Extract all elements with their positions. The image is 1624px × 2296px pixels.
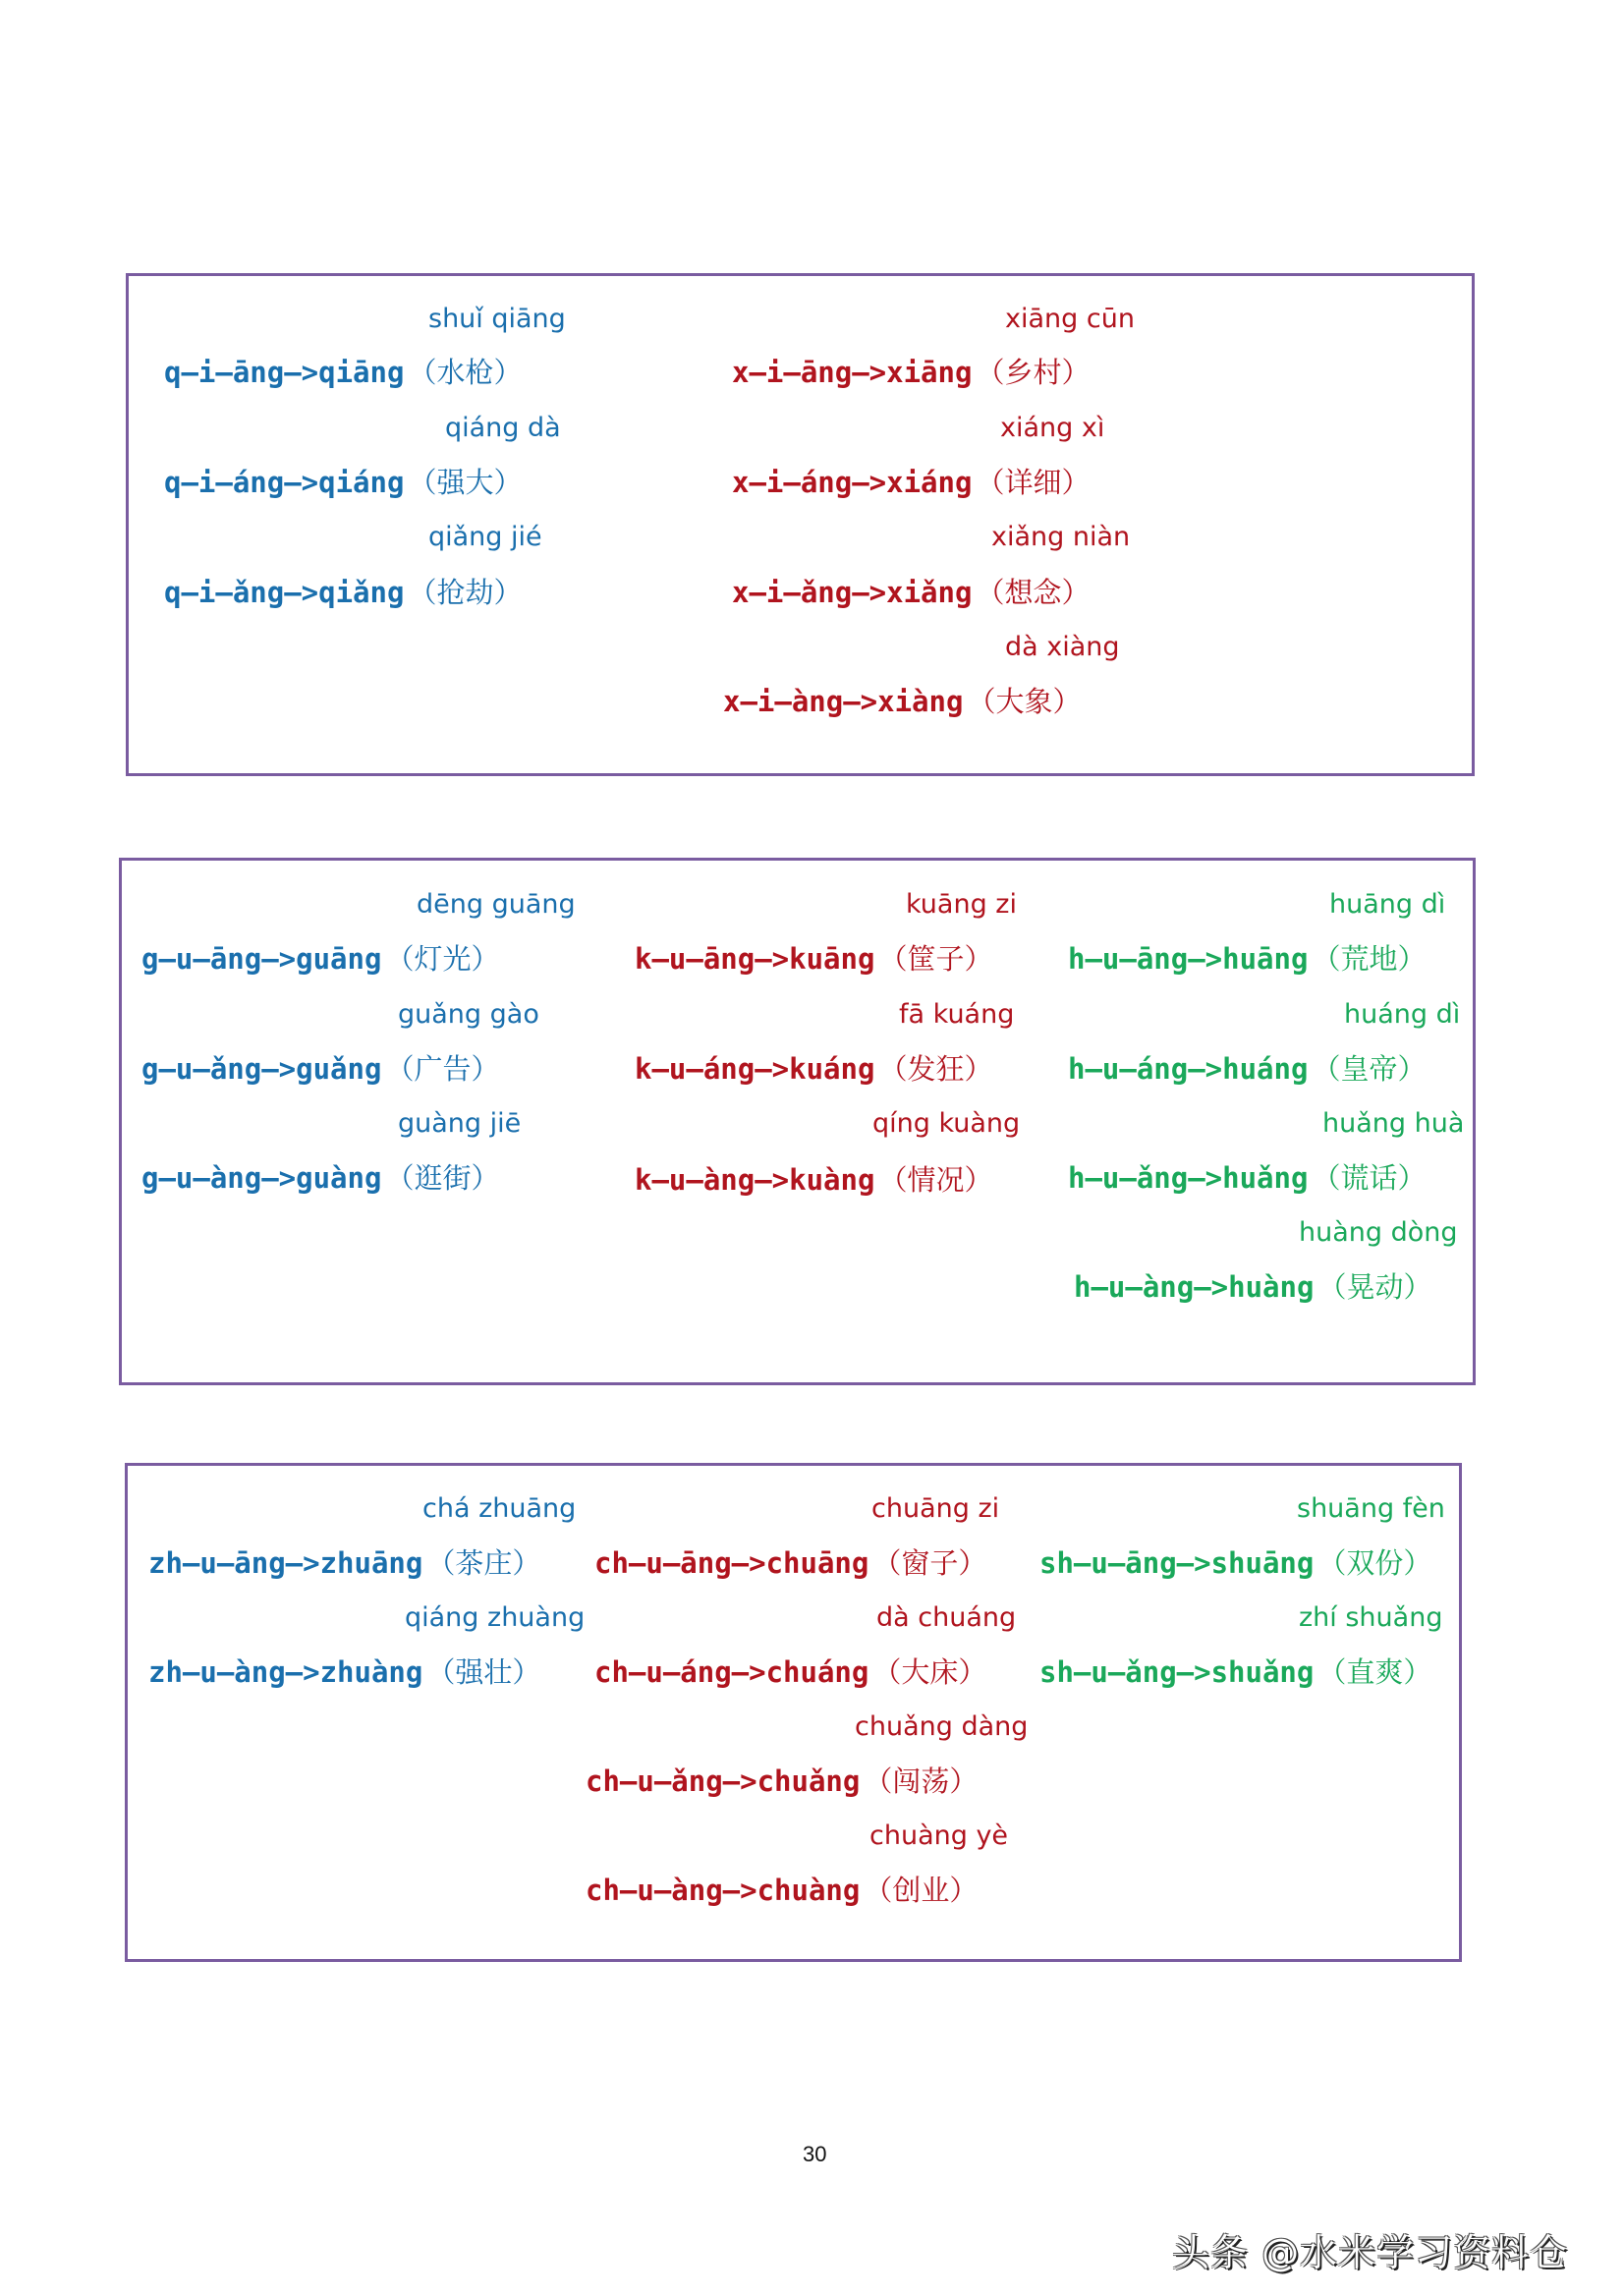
word-text: （茶庄） (426, 1546, 541, 1580)
spelling-text: h—u—āng—>huāng (1068, 942, 1309, 976)
word-text: （想念） (976, 576, 1091, 609)
word-text: （大床） (872, 1655, 987, 1689)
spelling-row (732, 356, 1091, 389)
pinyin-label: huàng dòng (1299, 1217, 1458, 1248)
spelling-row (148, 1546, 541, 1580)
pinyin-label: chuāng zi (871, 1493, 1000, 1524)
spelling-row (586, 1876, 978, 1905)
pinyin-label: huǎng huà (1322, 1108, 1465, 1139)
spelling-row (1074, 1270, 1432, 1304)
pinyin-label: xiǎng niàn (991, 522, 1131, 552)
pinyin-label: guǎng gào (398, 999, 539, 1030)
spelling-row (141, 1052, 500, 1086)
pinyin-label: chuǎng dàng (855, 1711, 1029, 1742)
spelling-text: g—u—ǎng—>guǎng (141, 1052, 382, 1086)
pinyin-label: fā kuáng (899, 999, 1015, 1030)
spelling-text: q—i—áng—>qiáng (164, 466, 405, 499)
spelling-text: q—i—ǎng—>qiǎng (164, 576, 405, 609)
word-text: （大象） (967, 685, 1082, 718)
spelling-row (1039, 1655, 1432, 1689)
pinyin-label: chuàng yè (869, 1820, 1009, 1851)
word-text: （晃动） (1317, 1270, 1432, 1304)
spelling-row (1068, 1052, 1427, 1086)
spelling-text: zh—u—āng—>zhuāng (148, 1546, 423, 1580)
pinyin-label: huáng dì (1344, 999, 1461, 1030)
spelling-text: x—i—àng—>xiàng (723, 685, 964, 718)
spelling-text: ch—u—ǎng—>chuǎng (586, 1764, 861, 1798)
word-text: （直爽） (1317, 1655, 1432, 1689)
spelling-text: g—u—āng—>guāng (141, 942, 382, 976)
pinyin-label: dà xiàng (1005, 632, 1120, 662)
spelling-row (594, 1546, 987, 1580)
spelling-text: q—i—āng—>qiāng (164, 356, 405, 389)
spelling-row (586, 1764, 979, 1798)
word-text: （闯荡） (864, 1764, 979, 1798)
pinyin-label: qiáng zhuàng (405, 1602, 586, 1633)
word-text: （逛街） (385, 1161, 500, 1195)
spelling-row (594, 1655, 987, 1689)
spelling-row (635, 1052, 993, 1086)
spelling-text: g—u—àng—>guàng (141, 1161, 382, 1195)
spelling-text: h—u—áng—>huáng (1068, 1052, 1309, 1086)
pinyin-label: qíng kuàng (872, 1108, 1021, 1139)
spelling-row (1039, 1546, 1432, 1580)
pinyin-label: kuāng zi (906, 889, 1017, 920)
spelling-row (1068, 942, 1427, 976)
pinyin-label: qiáng dà (445, 413, 561, 443)
spelling-row (141, 942, 500, 976)
word-text: （广告） (385, 1052, 500, 1086)
spelling-text: ch—u—āng—>chuāng (594, 1546, 869, 1580)
pinyin-label: huāng dì (1329, 889, 1446, 920)
spelling-row (164, 576, 523, 609)
pinyin-label: shuǐ qiāng (428, 304, 566, 334)
spelling-text: h—u—ǎng—>huǎng (1068, 1161, 1309, 1195)
word-text: （详细） (976, 466, 1091, 499)
pinyin-label: dēng guāng (417, 889, 576, 920)
spelling-text: sh—u—ǎng—>shuǎng (1039, 1655, 1315, 1689)
page-number: 30 (803, 2142, 827, 2166)
pinyin-label: zhí shuǎng (1299, 1602, 1443, 1633)
pinyin-label: xiāng cūn (1005, 304, 1135, 334)
spelling-row (732, 466, 1091, 499)
spelling-text: zh—u—àng—>zhuàng (148, 1655, 423, 1689)
pinyin-label: chá zhuāng (422, 1493, 577, 1524)
pinyin-label: guàng jiē (398, 1108, 522, 1139)
spelling-row (723, 685, 1082, 718)
spelling-text: x—i—āng—>xiāng (732, 356, 973, 389)
pinyin-label: dà chuáng (876, 1602, 1017, 1633)
spelling-row (732, 576, 1091, 609)
word-text: （创业） (864, 1874, 979, 1907)
word-text: （情况） (878, 1163, 993, 1197)
word-text: （荒地） (1312, 942, 1427, 976)
section-zh-ch-sh-uang-box (125, 1463, 1462, 1962)
word-text: （皇帝） (1312, 1052, 1427, 1086)
spelling-row (141, 1161, 500, 1195)
spelling-text: k—u—àng—>kuàng (635, 1163, 875, 1197)
word-text: （乡村） (976, 356, 1091, 389)
word-text: （窗子） (872, 1546, 987, 1580)
spelling-text: h—u—àng—>huàng (1074, 1270, 1315, 1304)
spelling-text: ch—u—àng—>chuàng (586, 1874, 861, 1907)
spelling-row (635, 1163, 993, 1197)
word-text: （水枪） (408, 356, 523, 389)
pinyin-label: qiǎng jié (428, 522, 542, 552)
word-text: （灯光） (385, 942, 500, 976)
word-text: （发狂） (878, 1052, 993, 1086)
section-uang-box (119, 858, 1476, 1385)
pinyin-label: xiáng xì (1000, 413, 1105, 443)
word-text: （双份） (1317, 1546, 1432, 1580)
spelling-text: sh—u—āng—>shuāng (1039, 1546, 1315, 1580)
spelling-row (164, 356, 523, 389)
spelling-row (635, 942, 993, 976)
section-iang-box (126, 273, 1475, 776)
spelling-text: x—i—ǎng—>xiǎng (732, 576, 973, 609)
watermark-text: 头条 @水米学习资料仓 (1172, 2231, 1569, 2274)
spelling-text: k—u—āng—>kuāng (635, 942, 875, 976)
word-text: （筐子） (878, 942, 993, 976)
spelling-row (1068, 1161, 1427, 1195)
spelling-text: ch—u—áng—>chuáng (594, 1655, 869, 1689)
word-text: （抢劫） (408, 576, 523, 609)
word-text: （强壮） (426, 1655, 541, 1689)
pinyin-label: shuāng fèn (1297, 1493, 1445, 1524)
spelling-text: k—u—áng—>kuáng (635, 1052, 875, 1086)
spelling-text: x—i—áng—>xiáng (732, 466, 973, 499)
spelling-row (148, 1655, 541, 1689)
spelling-row (164, 466, 523, 499)
word-text: （强大） (408, 466, 523, 499)
word-text: （谎话） (1312, 1161, 1427, 1195)
